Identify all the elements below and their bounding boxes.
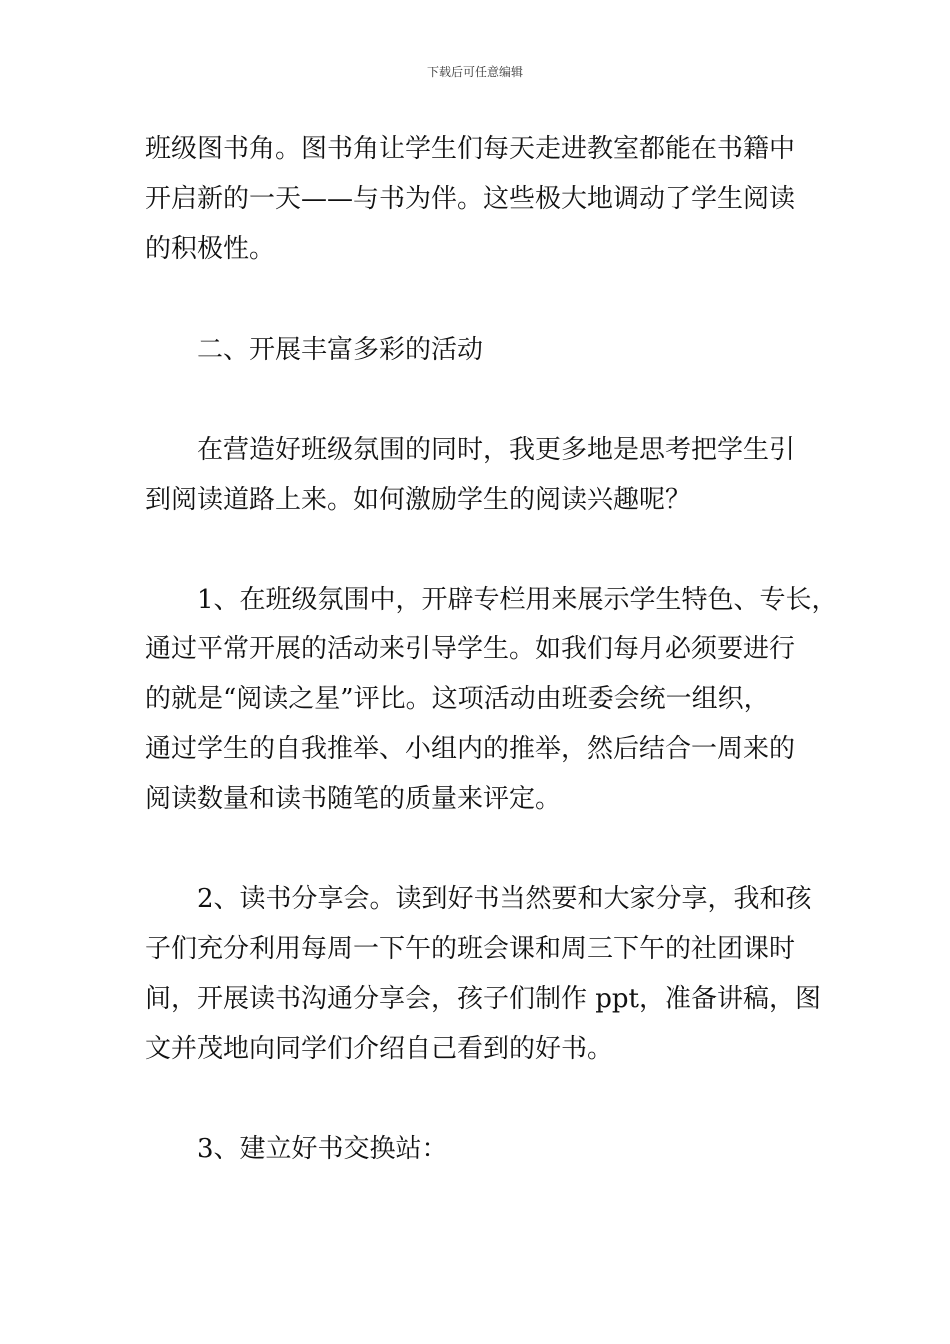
paragraph-line: 开启新的一天——与书为伴。这些极大地调动了学生阅读 xyxy=(145,184,796,214)
paragraph-line: 间，开展读书沟通分享会，孩子们制作 ppt，准备讲稿，图 xyxy=(145,984,822,1014)
paragraph-line: 阅读数量和读书随笔的质量来评定。 xyxy=(145,784,562,814)
paragraph-line: 子们充分利用每周一下午的班会课和周三下午的社团课时 xyxy=(145,934,796,964)
paragraph-line: 在营造好班级氛围的同时，我更多地是思考把学生引 xyxy=(197,435,796,465)
paragraph-line: 的积极性。 xyxy=(145,234,276,264)
paragraph-line: 通过学生的自我推举、小组内的推举，然后结合一周来的 xyxy=(145,734,796,764)
paragraph-line: 的就是“阅读之星”评比。这项活动由班委会统一组织， xyxy=(145,684,770,714)
paragraph-line: 2、读书分享会。读到好书当然要和大家分享，我和孩 xyxy=(197,884,812,914)
paragraph-line: 1、在班级氛围中，开辟专栏用来展示学生特色、专长， xyxy=(197,585,838,615)
paragraph-line: 班级图书角。图书角让学生们每天走进教室都能在书籍中 xyxy=(145,134,796,164)
paragraph-line: 到阅读道路上来。如何激励学生的阅读兴趣呢？ xyxy=(145,485,692,515)
paragraph-line: 文并茂地向同学们介绍自己看到的好书。 xyxy=(145,1034,614,1064)
paragraph-line: 3、建立好书交换站： xyxy=(197,1134,448,1164)
section-heading-text: 二、开展丰富多彩的活动 xyxy=(197,335,484,365)
page-header: 下载后可任意编辑 xyxy=(426,65,523,79)
paragraph-line: 通过平常开展的活动来引导学生。如我们每月必须要进行 xyxy=(145,634,796,664)
